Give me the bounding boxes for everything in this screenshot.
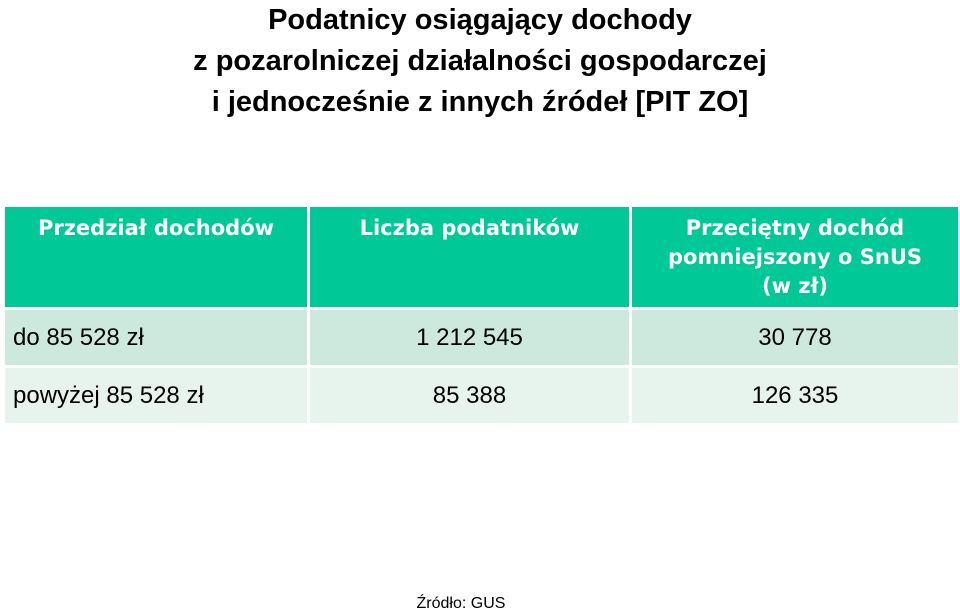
cell-average-income: 30 778	[631, 309, 960, 367]
cell-average-income: 126 335	[631, 367, 960, 425]
cell-income-range: do 85 528 zł	[4, 309, 309, 367]
table-row	[4, 309, 960, 367]
source-note: Źródło: GUS	[416, 595, 506, 612]
cell-income-range: powyżej 85 528 zł	[4, 367, 309, 425]
table-header-row	[4, 206, 960, 309]
header-average-income-line-1: Przeciętny dochód	[685, 216, 905, 240]
income-table	[2, 204, 960, 426]
cell-taxpayer-count: 85 388	[309, 367, 631, 425]
title-line-3: i jednocześnie z innych źródeł [PIT ZO]	[211, 86, 749, 118]
cell-taxpayer-count: 1 212 545	[309, 309, 631, 367]
table-row	[4, 367, 960, 425]
title-line-1: Podatnicy osiągający dochody	[268, 4, 692, 36]
header-average-income	[631, 206, 960, 309]
header-average-income-line-2: pomniejszony o SnUS	[667, 245, 923, 269]
page-title	[0, 0, 960, 123]
header-taxpayer-count: Liczba podatników	[309, 206, 631, 309]
header-income-range: Przedział dochodów	[4, 206, 309, 309]
title-line-2: z pozarolniczej działalności gospodarczej	[193, 45, 767, 77]
header-average-income-line-3: (w zł)	[762, 274, 828, 298]
